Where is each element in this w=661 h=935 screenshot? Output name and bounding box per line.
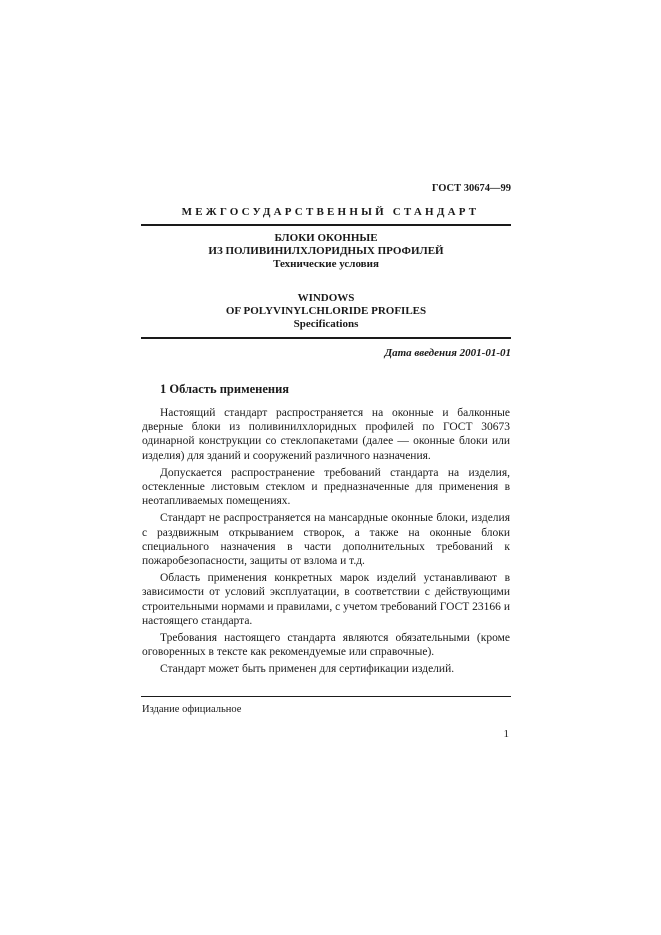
document-code: ГОСТ 30674—99 [431,183,511,194]
page-number: 1 [503,728,509,740]
english-title [141,292,511,331]
section-heading: 1 Область применения [160,382,290,396]
official-edition-note: Издание официальное [142,704,242,715]
russian-title [141,232,511,271]
paragraph: Настоящий стандарт распространяется на оконные и балконные дверные блоки из поливинилхлоридных профилей по ГОСТ 30673 одинарной конструкции со стеклопакетами (далее — оконные блоки или изделия) для зданий и сооружений различного назначения. [142,407,510,462]
russian-title-line-1: БЛОКИ ОКОННЫЕ [274,232,378,244]
paragraph: Допускается распространение требований стандарта на изделия, остекленные листовым стеклом и предназначенные для применения в неотапливаемых помещениях. [142,466,510,508]
standard-type: МЕЖГОСУДАРСТВЕННЫЙ СТАНДАРТ [181,206,480,218]
paragraph: Область применения конкретных марок изделий устанавливают в зависимости от условий эксплуатации, в соответствии с действующими строительными нормами и правилами, с учетом требований ГОСТ 23166 и настоящего стандарта. [142,572,510,627]
russian-title-line-3: Технические условия [273,258,379,270]
title-divider [141,337,511,339]
english-title-line-2: OF POLYVINYLCHLORIDE PROFILES [225,305,427,317]
english-title-line-1: WINDOWS [297,292,355,304]
paragraph: Стандарт может быть применен для сертификации изделий. [160,663,455,676]
footer-divider [141,696,511,697]
introduction-date: Дата введения 2001-01-01 [384,347,511,359]
english-title-line-3: Specifications [293,318,359,330]
section-body [142,406,510,680]
paragraph: Требования настоящего стандарта являются обязательными (кроме оговоренных в тексте как рекомендуемые или справочные). [142,632,510,659]
top-divider [141,224,511,226]
paragraph: Стандарт не распространяется на мансардные оконные блоки, изделия с раздвижным открыванием створок, а также на оконные блоки специального назначения в части дополнительных требований к пожаробезопасности, защиты от взлома и т.д. [142,512,510,568]
russian-title-line-2: ИЗ ПОЛИВИНИЛХЛОРИДНЫХ ПРОФИЛЕЙ [208,245,444,257]
